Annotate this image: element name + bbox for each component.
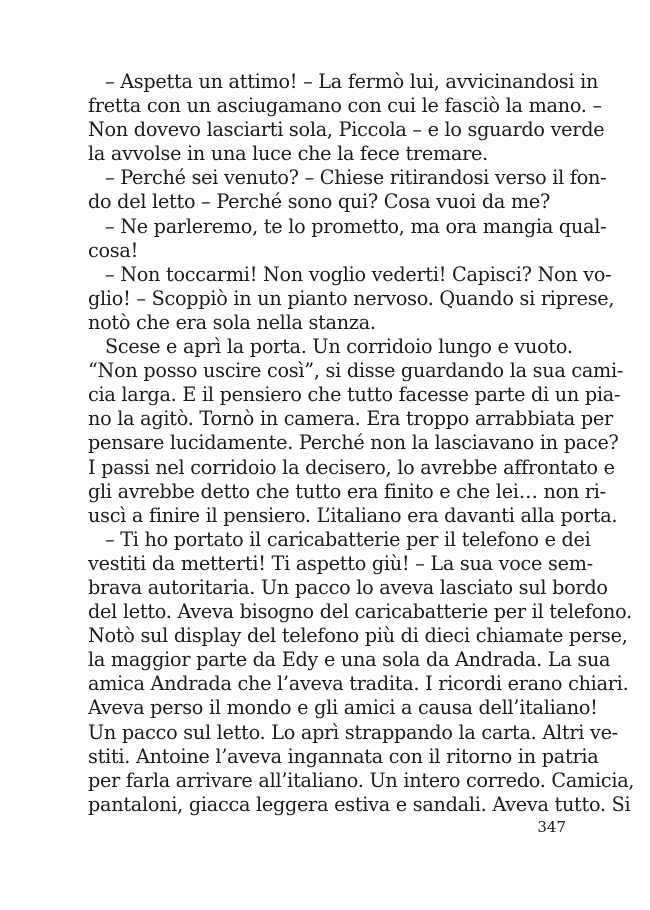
text-line: I passi nel corridoio la decisero, lo avrebbe affrontato e: [88, 455, 615, 479]
text-line: glio! – Scoppiò in un pianto nervoso. Quando si riprese,: [88, 286, 615, 310]
text-line: cia larga. E il pensiero che tutto facesse parte di un pia-: [88, 383, 621, 407]
text-line: – Aspetta un attimo! – La fermò lui, avvicinandosi in: [105, 70, 599, 93]
text-line: pantaloni, giacca leggera estiva e sandali. Aveva tutto. Si: [88, 792, 631, 816]
page-number: 347: [537, 818, 566, 836]
text-line: pensare lucidamente. Perché non la lasciavano in pace?: [88, 431, 619, 455]
text-line: – Non toccarmi! Non voglio vederti! Capisci? Non vo-: [105, 262, 612, 286]
text-line: amica Andrada che l’aveva tradita. I ricordi erano chiari.: [88, 672, 629, 696]
text-line: gli avrebbe detto che tutto era finito e che lei… non ri-: [88, 479, 606, 503]
text-line: Non dovevo lasciarti sola, Piccola – e lo sguardo verde: [88, 118, 605, 142]
text-line: la avvolse in una luce che la fece tremare.: [88, 142, 488, 166]
text-line: Un pacco sul letto. Lo aprì strappando la carta. Altri ve-: [88, 720, 618, 744]
text-line: per farla arrivare all’italiano. Un intero corredo. Camicia,: [88, 768, 635, 792]
text-line: notò che era sola nella stanza.: [88, 310, 376, 334]
text-line: fretta con un asciugamano con cui le fasciò la mano. –: [88, 94, 602, 118]
text-line: cosa!: [88, 238, 139, 262]
text-line: – Ne parleremo, te lo prometto, ma ora mangia qual-: [105, 214, 607, 238]
text-line: Aveva perso il mondo e gli amici a causa dell’italiano!: [88, 696, 598, 720]
text-line: la maggior parte da Edy e una sola da Andrada. La sua: [88, 648, 611, 672]
body-text: [88, 70, 635, 817]
text-line: vestiti da metterti! Ti aspetto giù! – La sua voce sem-: [88, 551, 593, 575]
text-line: del letto. Aveva bisogno del caricabatterie per il telefono.: [88, 600, 632, 624]
text-line: uscì a finire il pensiero. L’italiano era davanti alla porta.: [88, 503, 618, 527]
text-line: – Perché sei venuto? – Chiese ritirandosi verso il fon-: [105, 166, 607, 190]
text-line: no la agitò. Tornò in camera. Era troppo arrabbiata per: [88, 407, 613, 431]
text-line: – Ti ho portato il caricabatterie per il telefono e dei: [105, 527, 591, 551]
text-line: do del letto – Perché sono qui? Cosa vuoi da me?: [88, 190, 551, 214]
text-line: stiti. Antoine l’aveva ingannata con il ritorno in patria: [88, 744, 599, 768]
text-line: Scese e aprì la porta. Un corridoio lungo e vuoto.: [105, 335, 573, 359]
text-line: “Non posso uscire così”, si disse guardando la sua cami-: [88, 359, 624, 383]
text-line: Notò sul display del telefono più di dieci chiamate perse,: [88, 624, 628, 648]
text-line: brava autoritaria. Un pacco lo aveva lasciato sul bordo: [88, 575, 608, 599]
